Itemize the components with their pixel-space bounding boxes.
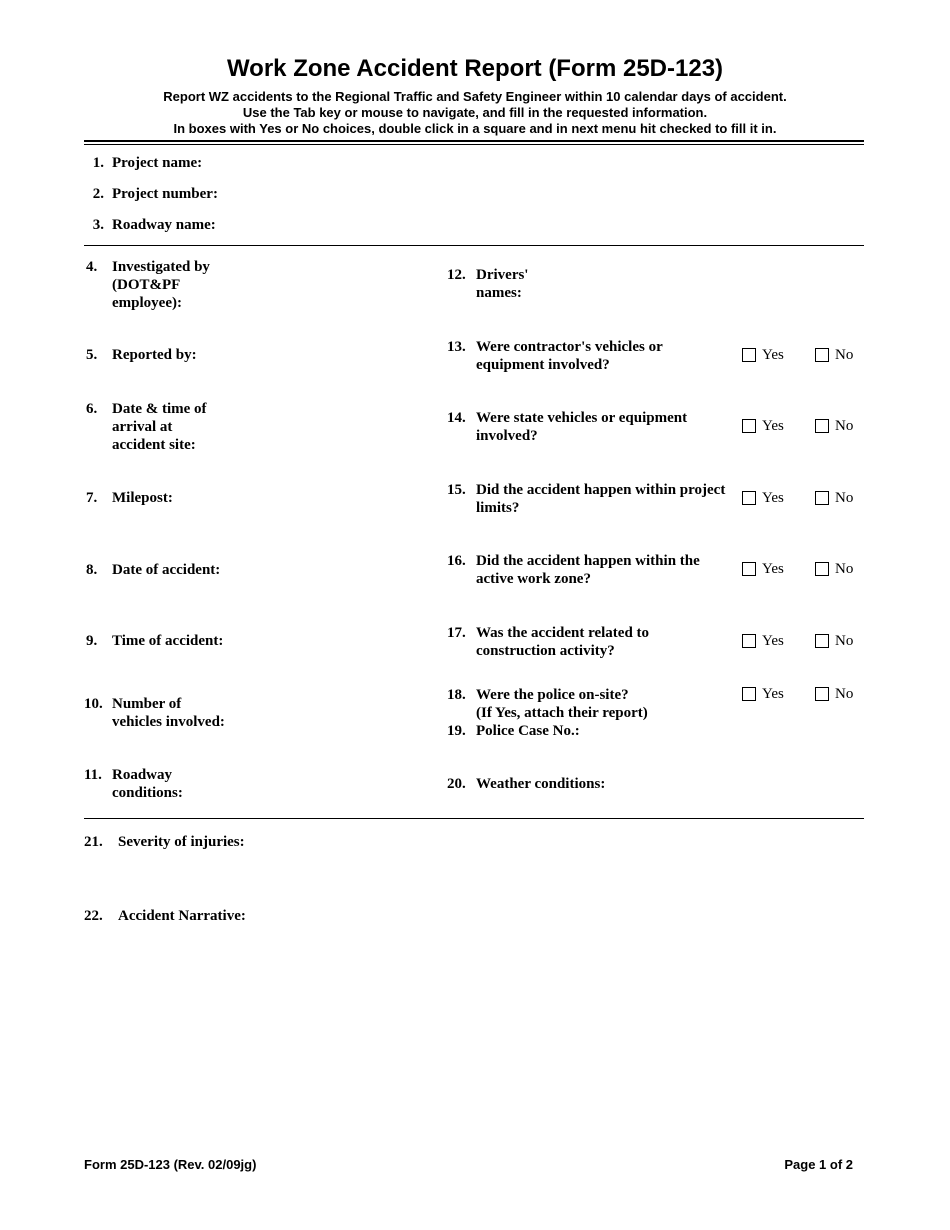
section-divider-1 — [84, 245, 864, 246]
state-vehicles-yes-checkbox[interactable]: Yes — [742, 418, 784, 434]
item-15-number: 15. — [447, 482, 466, 498]
item-3-number: 3. — [92, 217, 104, 233]
item-8-number: 8. — [86, 562, 98, 578]
contractor-vehicles-yes-checkbox[interactable]: Yes — [742, 347, 784, 363]
item-20-number: 20. — [447, 776, 466, 792]
item-13-number: 13. — [447, 339, 466, 355]
date-of-accident-label: Date of accident: — [112, 562, 221, 578]
item-1-number: 1. — [92, 155, 104, 171]
instruction-line-3: In boxes with Yes or No choices, double click in a square and in next menu hit checked to fill it in. — [173, 121, 777, 136]
severity-of-injuries-label: Severity of injuries: — [118, 834, 245, 850]
checkbox-square[interactable] — [815, 634, 829, 648]
project-name-label: Project name: — [112, 155, 203, 171]
item-22-number: 22. — [84, 908, 103, 924]
investigated-by-label: Investigated by (DOT&PF employee): — [112, 259, 210, 311]
police-on-site-label: Were the police on-site? (If Yes, attach their report) — [476, 687, 648, 721]
time-of-accident-label: Time of accident: — [112, 633, 224, 649]
checkbox-square[interactable] — [742, 634, 756, 648]
construction-activity-yes-checkbox[interactable]: Yes — [742, 633, 784, 649]
form-revision: Form 25D-123 (Rev. 02/09jg) — [84, 1157, 257, 1172]
work-zone-yes-checkbox[interactable]: Yes — [742, 561, 784, 577]
item-16-number: 16. — [447, 553, 466, 569]
state-vehicles-label: Were state vehicles or equipment involved? — [476, 410, 688, 444]
header-rule-thin — [84, 144, 864, 145]
roadway-conditions-label: Roadway conditions: — [112, 767, 183, 801]
checkbox-square[interactable] — [742, 348, 756, 362]
arrival-time-label: Date & time of arrival at accident site: — [112, 401, 207, 453]
checkbox-square[interactable] — [815, 687, 829, 701]
checkbox-square[interactable] — [815, 562, 829, 576]
weather-conditions-label: Weather conditions: — [476, 776, 606, 792]
item-17-number: 17. — [447, 625, 466, 641]
item-18-number: 18. — [447, 687, 466, 703]
item-10-number: 10. — [84, 696, 103, 712]
within-project-limits-label: Did the accident happen within project limits? — [476, 482, 726, 516]
item-21-number: 21. — [84, 834, 103, 850]
accident-narrative-label: Accident Narrative: — [118, 908, 246, 924]
state-vehicles-no-checkbox[interactable]: No — [815, 418, 853, 434]
drivers-names-label: Drivers' names: — [476, 267, 529, 301]
checkbox-square[interactable] — [742, 562, 756, 576]
section-divider-2 — [84, 818, 864, 819]
item-11-number: 11. — [84, 767, 102, 783]
police-on-site-yes-checkbox[interactable]: Yes — [742, 686, 784, 702]
number-of-vehicles-label: Number of vehicles involved: — [112, 696, 225, 730]
police-case-label: Police Case No.: — [476, 723, 580, 739]
project-limits-yes-checkbox[interactable]: Yes — [742, 490, 784, 506]
item-6-number: 6. — [86, 401, 98, 417]
item-4-number: 4. — [86, 259, 98, 275]
item-9-number: 9. — [86, 633, 98, 649]
item-7-number: 7. — [86, 490, 98, 506]
item-2-number: 2. — [92, 186, 104, 202]
contractor-vehicles-no-checkbox[interactable]: No — [815, 347, 853, 363]
police-on-site-no-checkbox[interactable]: No — [815, 686, 853, 702]
item-19-number: 19. — [447, 723, 466, 739]
instruction-line-1: Report WZ accidents to the Regional Traffic and Safety Engineer within 10 calendar days of accident. — [163, 89, 787, 104]
header-rule-thick — [84, 140, 864, 142]
instruction-line-2: Use the Tab key or mouse to navigate, and fill in the requested information. — [242, 105, 708, 120]
item-14-number: 14. — [447, 410, 466, 426]
checkbox-square[interactable] — [815, 491, 829, 505]
work-zone-no-checkbox[interactable]: No — [815, 561, 853, 577]
item-12-number: 12. — [447, 267, 466, 283]
page-number: Page 1 of 2 — [784, 1157, 853, 1172]
checkbox-square[interactable] — [815, 419, 829, 433]
construction-activity-no-checkbox[interactable]: No — [815, 633, 853, 649]
active-work-zone-label: Did the accident happen within the active work zone? — [476, 553, 700, 587]
checkbox-square[interactable] — [742, 687, 756, 701]
project-number-label: Project number: — [112, 186, 218, 202]
milepost-label: Milepost: — [112, 490, 173, 506]
roadway-name-label: Roadway name: — [112, 217, 216, 233]
reported-by-label: Reported by: — [112, 347, 197, 363]
page-title: Work Zone Accident Report (Form 25D-123) — [226, 55, 724, 82]
checkbox-square[interactable] — [815, 348, 829, 362]
contractor-vehicles-label: Were contractor's vehicles or equipment involved? — [476, 339, 663, 373]
checkbox-square[interactable] — [742, 491, 756, 505]
construction-activity-label: Was the accident related to construction activity? — [476, 625, 650, 659]
checkbox-square[interactable] — [742, 419, 756, 433]
item-5-number: 5. — [86, 347, 98, 363]
project-limits-no-checkbox[interactable]: No — [815, 490, 853, 506]
